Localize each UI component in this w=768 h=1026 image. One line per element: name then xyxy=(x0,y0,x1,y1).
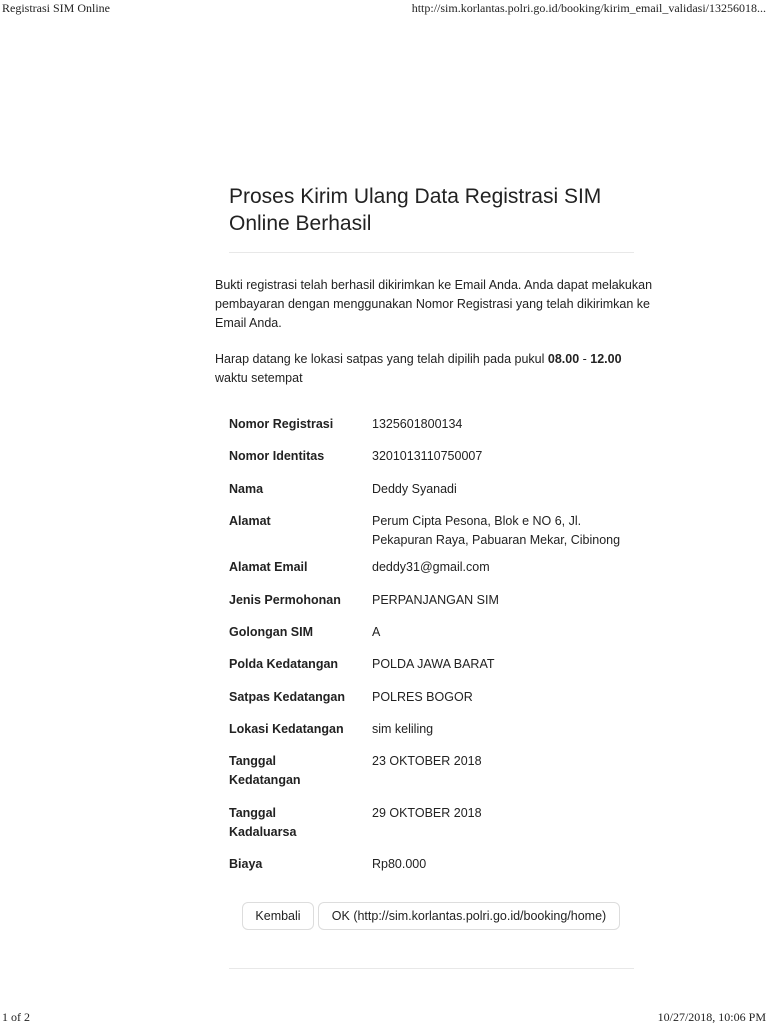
detail-label: Tanggal Kadaluarsa xyxy=(229,806,297,839)
info-paragraph: Bukti registrasi telah berhasil dikirimkan ke Email Anda. Anda dapat melakukan pembayaran dengan menggunakan Nomor Registrasi yang telah dikirimkan ke Email Anda. xyxy=(215,278,653,330)
detail-label: Nomor Identitas xyxy=(229,449,325,463)
detail-label: Biaya xyxy=(229,857,263,871)
print-footer-page: 1 of 2 xyxy=(2,1010,30,1024)
detail-label: Jenis Permohonan xyxy=(229,593,341,607)
back-button[interactable]: Kembali xyxy=(242,902,314,930)
arrival-time-separator: - xyxy=(579,352,591,366)
detail-value: Deddy Syanadi xyxy=(372,482,457,496)
bottom-divider xyxy=(229,968,634,969)
arrival-time-end: 12.00 xyxy=(590,352,622,366)
detail-label: Alamat xyxy=(229,514,271,528)
detail-value: 29 OKTOBER 2018 xyxy=(372,806,482,820)
title-divider xyxy=(229,252,634,253)
detail-value: POLRES BOGOR xyxy=(372,690,473,704)
detail-label: Lokasi Kedatangan xyxy=(229,722,344,736)
detail-label: Alamat Email xyxy=(229,560,308,574)
print-header xyxy=(0,1,768,17)
print-header-title: Registrasi SIM Online xyxy=(2,1,110,15)
print-footer-datetime: 10/27/2018, 10:06 PM xyxy=(657,1010,766,1024)
detail-label: Tanggal Kedatangan xyxy=(229,754,301,787)
arrival-time-start: 08.00 xyxy=(547,352,580,366)
ok-home-link-button[interactable]: OK (http://sim.korlantas.polri.go.id/booking/home) xyxy=(318,902,620,930)
detail-label: Satpas Kedatangan xyxy=(229,690,346,704)
detail-value: Rp80.000 xyxy=(372,857,427,871)
detail-value: A xyxy=(372,625,381,639)
detail-value: sim keliling xyxy=(372,722,434,736)
detail-value: POLDA JAWA BARAT xyxy=(372,657,495,671)
detail-label: Golongan SIM xyxy=(229,625,314,639)
arrival-text-before: Harap datang ke lokasi satpas yang telah dipilih pada pukul xyxy=(215,352,548,366)
detail-value: Perum Cipta Pesona, Blok e NO 6, Jl. Pekapuran Raya, Pabuaran Mekar, Cibinong xyxy=(372,514,621,547)
arrival-text-after: waktu setempat xyxy=(215,371,303,385)
detail-label: Polda Kedatangan xyxy=(229,657,339,671)
detail-value: 23 OKTOBER 2018 xyxy=(372,754,482,768)
detail-value: 1325601800134 xyxy=(372,417,463,431)
page-title: Proses Kirim Ulang Data Registrasi SIM Online Berhasil xyxy=(229,185,602,235)
arrival-time-paragraph xyxy=(215,350,655,388)
detail-label: Nama xyxy=(229,482,264,496)
print-header-url: http://sim.korlantas.polri.go.id/booking/kirim_email_validasi/13256018... xyxy=(411,1,766,15)
detail-value: deddy31@gmail.com xyxy=(372,560,490,574)
detail-label: Nomor Registrasi xyxy=(229,417,334,431)
detail-value: 3201013110750007 xyxy=(372,449,483,463)
detail-value: PERPANJANGAN SIM xyxy=(372,593,499,607)
